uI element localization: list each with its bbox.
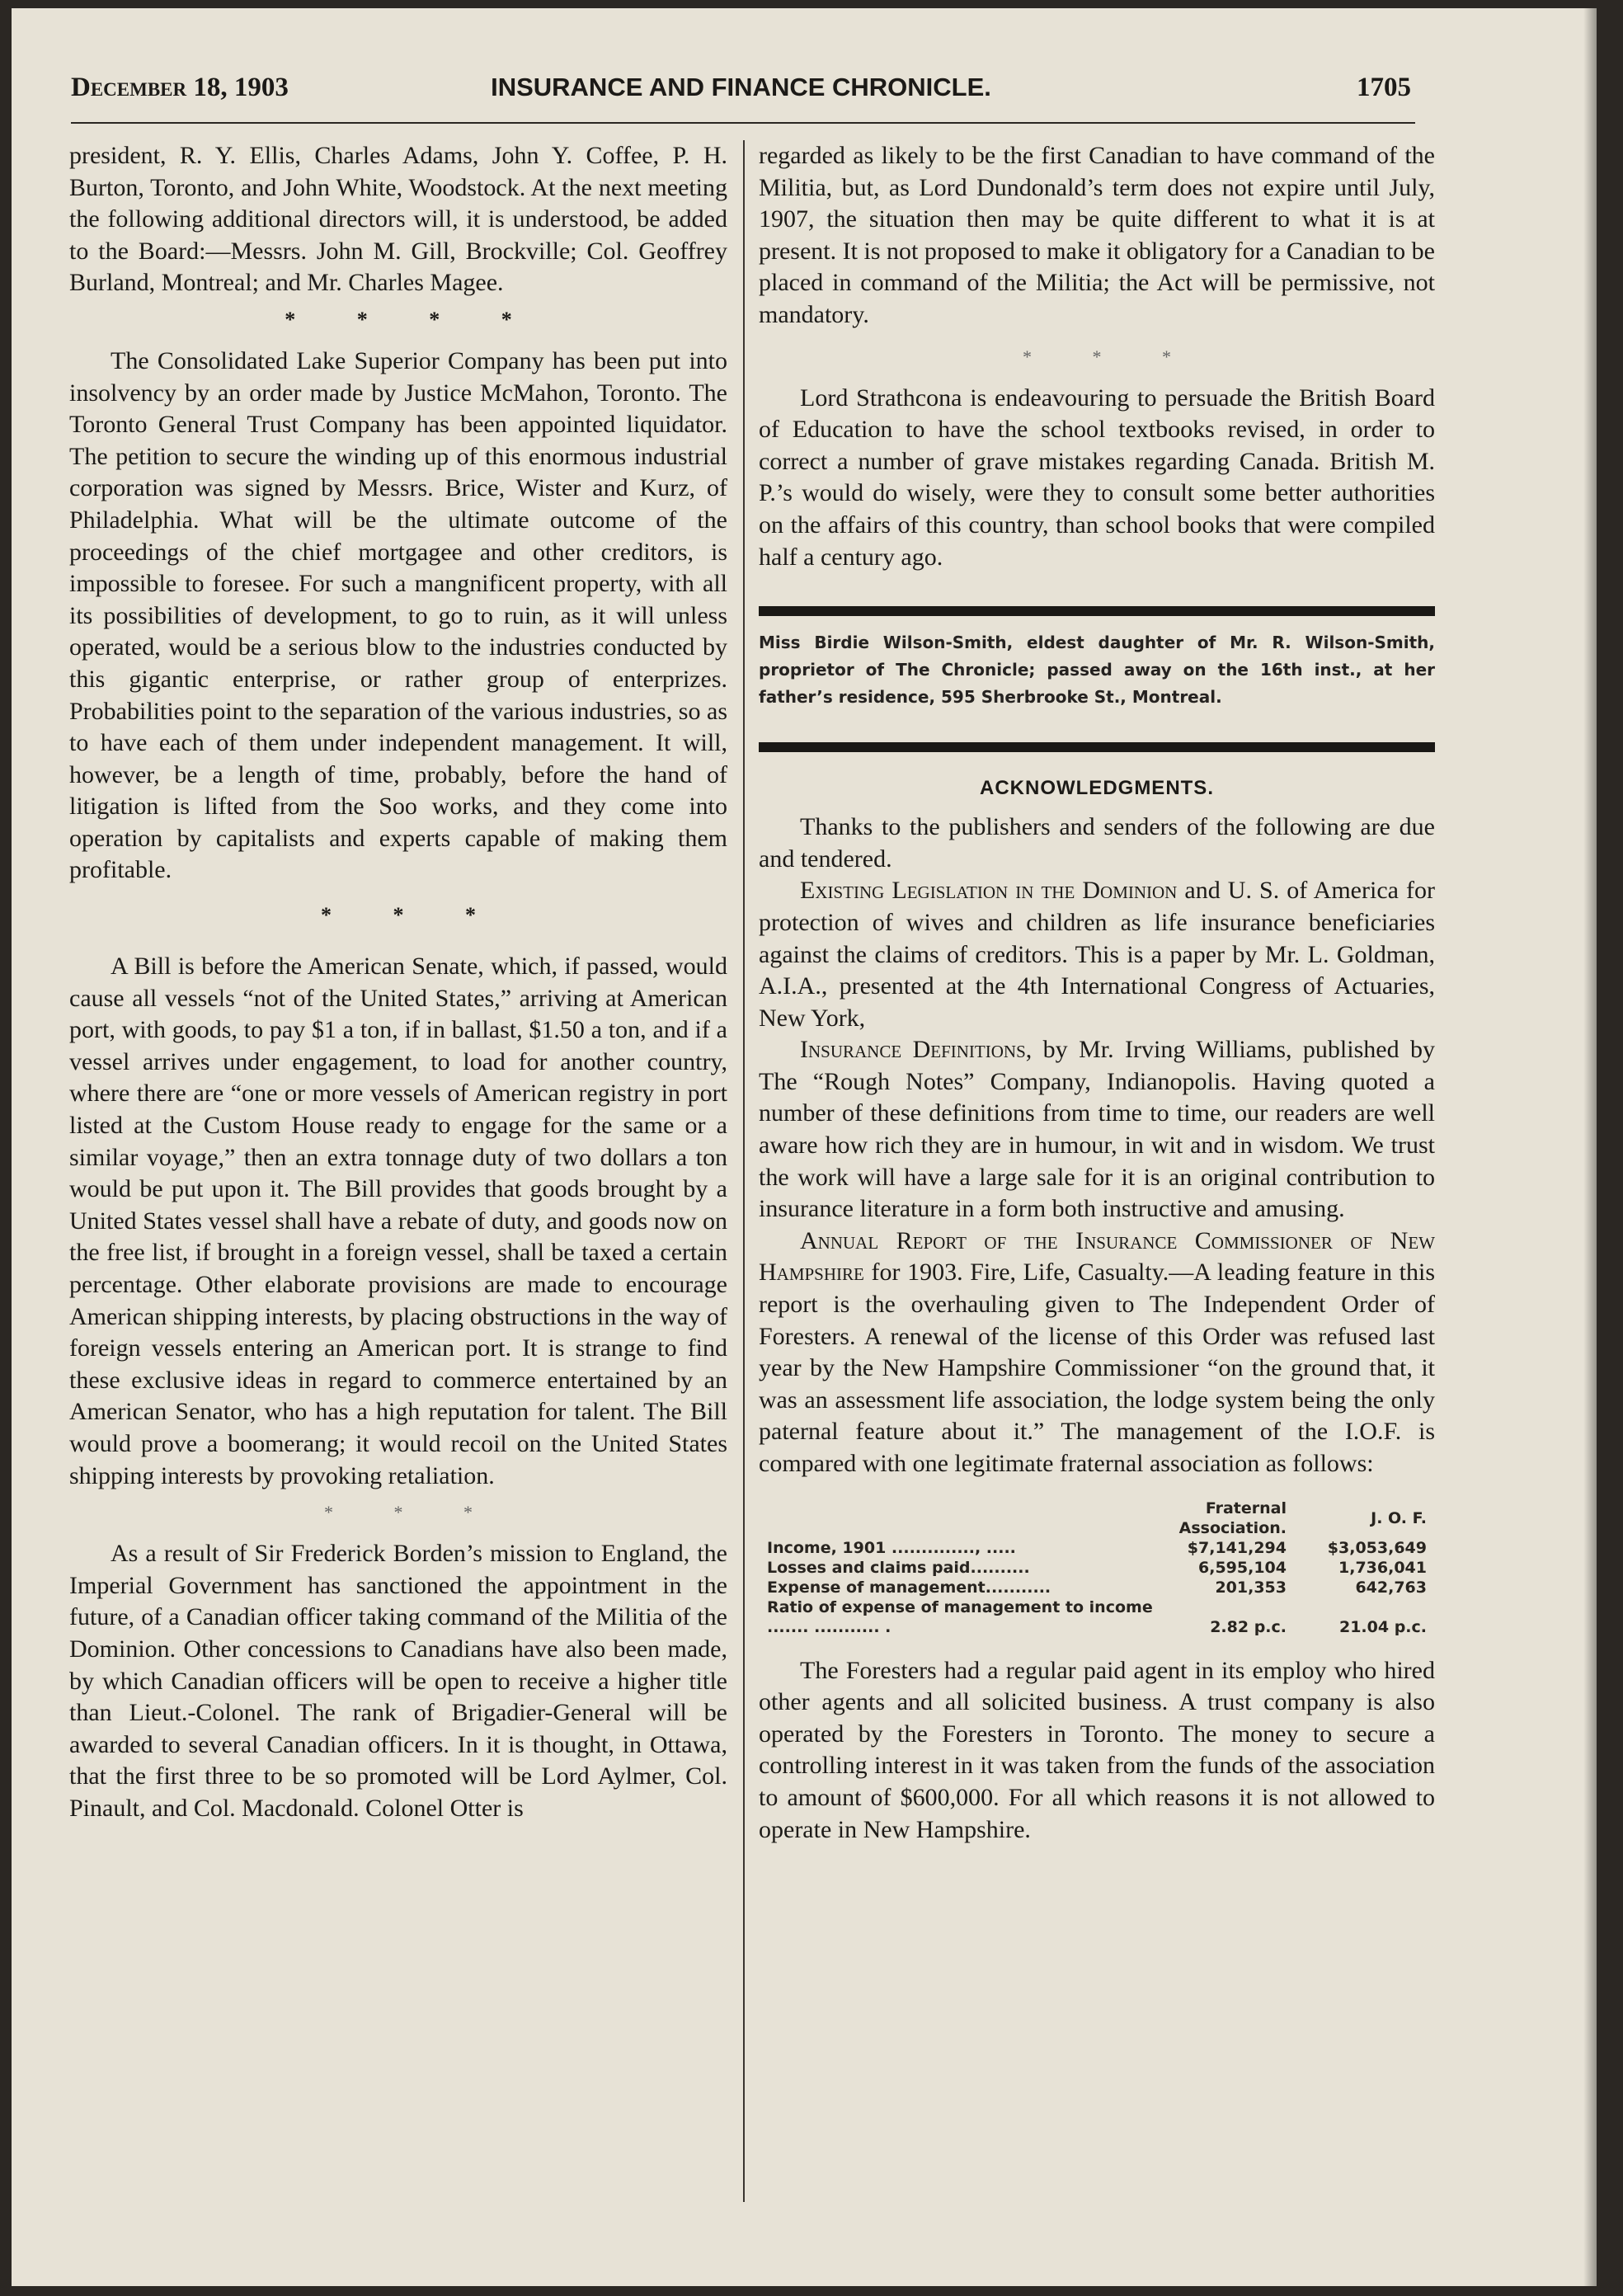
row-iof-value: 642,763	[1355, 1578, 1427, 1597]
row-label: Income, 1901 .............., .....	[767, 1538, 1016, 1557]
paragraph-militia: regarded as likely to be the first Canadian to have command of the Militia, but, as Lord Dundonald’s term does not expire until July, 1907, the situation then may be quite different to what it is at present. It is not proposed to make it obligatory for a Canadian to be placed in command of the Militia; the Act will be permissive, not mandatory.	[759, 142, 1435, 328]
issue-date: December 18, 1903	[71, 73, 289, 102]
left-column	[69, 140, 727, 1825]
paragraph-senate-bill: A Bill is before the American Senate, which, if passed, would cause all vessels “not of the United States,” arriving at American port, with goods, to pay $1 a ton, if in ballast, $1.50 a ton, and if a vessel arrives under engagement, to load for another country, where there are “one or more vessels of American registry in port listed at the Custom House ready to engage for the same or a similar voyage,” then an extra tonnage duty of two dollars a ton would be put upon it. The Bill provides that goods brought by a United States vessel shall have a rebate of duty, and goods now on the free list, if brought in a foreign vessel, shall be taxed a certain percentage. Other elaborate provisions are made to encourage American shipping interests, by placing obstructions in the way of foreign vessels entering an American port. It is strange to find these exclusive ideas in regard to commerce entertained by an American Senator, who has a high reputation for talent. The Bill would prove a boomerang; it would recoil on the United States shipping interests by provoking retaliation.	[69, 953, 727, 1489]
header-rule	[71, 122, 1415, 124]
table-row	[767, 1578, 1427, 1597]
table-row	[767, 1538, 1427, 1558]
row-label: Expense of management...........	[767, 1578, 1051, 1597]
acknowledgments-intro: Thanks to the publishers and senders of the following are due and tendered.	[759, 813, 1435, 873]
section-separator: * * *	[1023, 346, 1199, 367]
row-fraternal-value: 201,353	[1215, 1578, 1287, 1597]
ack-title: Existing Legislation in the Dominion	[800, 877, 1178, 905]
ack-body: for 1903. Fire, Life, Casualty.—A leading feature in this report is the overhauling given to The Independent Order of Foresters. A renewal of the license of this Order was refused last year by the New Hampshire Commissioner “on the ground that, it was an assessment life association, the lodge system being the only paternal feature about it.” The management of the I.O.F. is compared with one legitimate fraternal association as follows:	[759, 1259, 1435, 1477]
right-column	[759, 140, 1435, 1846]
ack-annual-report	[759, 1226, 1435, 1480]
table-header-blank	[767, 1499, 1155, 1538]
paragraph-lake-superior: The Consolidated Lake Superior Company has been put into insolvency by an order made by Justice McMahon, Toronto. The Toronto General Trust Company has been appointed liquidator. The petition to secure the winding up of this enormous industrial corporation was signed by Messrs. Brice, Wister and Kurz, of Philadelphia. What will be the ultimate outcome of the proceedings of the chief mortgagee and other creditors, is impossible to foresee. For such a mangnificent property, with all its possibilities of development, to go to ruin, as it will unless operated, would be a serious blow to the industries conducted by this gigantic enterprise, or rather group of enterprizes. Probabilities point to the separation of the various industries, so as to have each of them under independent management. It will, however, be a length of time, probably, before the hand of litigation is lifted from the Soo works, and they come into operation by capitalists and experts capable of making them profitable.	[69, 346, 727, 884]
table-row	[767, 1597, 1427, 1637]
rule-top	[759, 606, 1435, 616]
section-separator: * * * *	[285, 307, 540, 332]
ack-title: Insurance Definitions,	[800, 1036, 1033, 1064]
table-header-fraternal: Fraternal Association.	[1178, 1499, 1287, 1537]
obituary-notice: Miss Birdie Wilson-Smith, eldest daughter of Mr. R. Wilson-Smith, proprietor of The Chronicle; passed away on the 16th inst., at her father’s residence, 595 Sherbrooke St., Montreal.	[759, 633, 1435, 708]
row-fraternal-value: 2.82 p.c.	[1210, 1617, 1287, 1636]
paragraph-directors: president, R. Y. Ellis, Charles Adams, John Y. Coffee, P. H. Burton, Toronto, and John White, Woodstock. At the next meeting the following additional directors will, it is understood, be added to the Board:—Messrs. John M. Gill, Brockville; Col. Geoffrey Burland, Montreal; and Mr. Charles Magee.	[69, 142, 727, 297]
ack-body: and U. S. of America for protection of wives and children as life insurance beneficiaries against the claims of creditors. This is a paper by Mr. L. Goldman, A.I.A., presented at the 4th International Congress of Actuaries, New York,	[759, 877, 1435, 1032]
row-label: Losses and claims paid..........	[767, 1558, 1030, 1577]
rule-bottom	[759, 742, 1435, 752]
row-iof-value: 1,736,041	[1338, 1558, 1427, 1577]
row-iof-value: 21.04 p.c.	[1338, 1617, 1427, 1636]
ack-body: by Mr. Irving Williams, published by The “Rough Notes” Company, Indianopolis. Having quoted a number of these definitions from time to time, our readers are well aware how rich they are in humour, in wit and in wisdom. We trust the work will have a large sale for it is an original contribution to insurance literature in a form both instructive and amusing.	[759, 1036, 1435, 1223]
page-header	[71, 73, 1411, 114]
paragraph-strathcona: Lord Strathcona is endeavouring to persuade the British Board of Education to have the school textbooks revised, in order to correct a number of grave mistakes regarding Canada. British M. P.’s would do wisely, were they to consult some better authorities on the affairs of this country, than school books that were compiled half a century ago.	[759, 383, 1435, 571]
ack-existing-legislation	[759, 875, 1435, 1034]
section-separator: * * *	[321, 903, 504, 928]
paragraph-foresters: The Foresters had a regular paid agent in its employ who hired other agents and all solicited business. A trust company is also operated by the Foresters in Toronto. The money to secure a controlling interest in it was taken from the funds of the association to amount of $600,000. For all which reasons it is not allowed to operate in New Hampshire.	[759, 1656, 1435, 1843]
row-fraternal-value: 6,595,104	[1198, 1558, 1287, 1577]
section-separator: * * *	[324, 1502, 501, 1523]
newspaper-page	[12, 8, 1597, 2286]
acknowledgments-heading: ACKNOWLEDGMENTS.	[980, 777, 1214, 800]
paragraph-borden-mission: As a result of Sir Frederick Borden’s mission to England, the Imperial Government has sanctioned the appointment in the future, of a Canadian officer taking command of the Militia of the Dominion. Other concessions to Canadians have also been made, by which Canadian officers will be open to receive a higher title than Lieut.-Colonel. The rank of Brigadier-General will be awarded to several Canadian officers. In it is thought, in Ottawa, that the first three to be so promoted will be Lord Aylmer, Col. Pinault, and Col. Macdonald. Colonel Otter is	[69, 1540, 727, 1822]
row-iof-value: $3,053,649	[1327, 1538, 1427, 1557]
table-header-iof: J. O. F.	[1371, 1508, 1427, 1527]
column-divider	[743, 140, 745, 2202]
page-number: 1705	[1357, 73, 1411, 102]
row-label: Ratio of expense of management to income ....... ........... .	[767, 1597, 1153, 1636]
table-header-row	[767, 1499, 1427, 1538]
ack-title: Annual Report of the Insurance Commissioner of New Hampshire	[759, 1226, 1435, 1287]
table-row	[767, 1558, 1427, 1578]
ack-insurance-definitions	[759, 1034, 1435, 1226]
row-fraternal-value: $7,141,294	[1187, 1538, 1287, 1557]
masthead: INSURANCE AND FINANCE CHRONICLE.	[491, 73, 991, 101]
comparison-table	[767, 1499, 1427, 1637]
